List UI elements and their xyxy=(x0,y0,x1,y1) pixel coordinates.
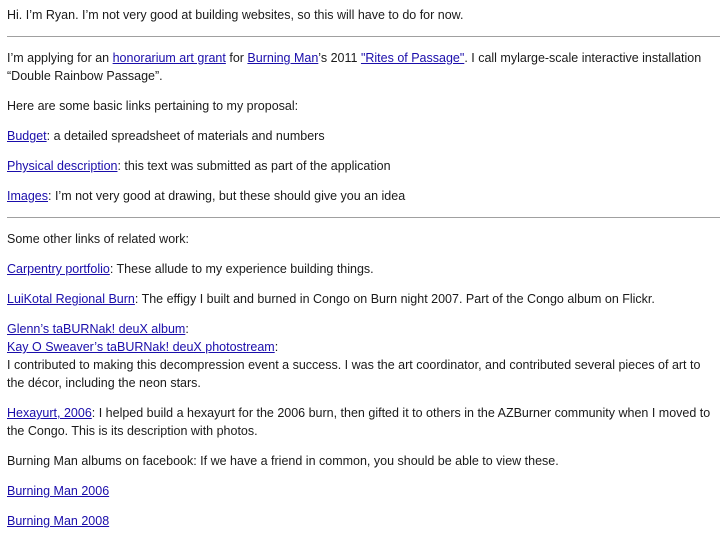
taburnak-description: I contributed to making this decompression event a success. I was the art coordinator, and contributed several pieces of art to the décor, including the neon stars. xyxy=(7,358,701,390)
intro-text: Hi. I’m Ryan. I’m not very good at building websites, so this will have to do for now. xyxy=(7,8,464,22)
luikotal-regional-burn-link[interactable]: LuiKotal Regional Burn xyxy=(7,292,135,306)
burning-man-2008-link[interactable]: Burning Man 2008 xyxy=(7,514,110,528)
physical-description-item xyxy=(7,157,720,175)
hexayurt-link[interactable]: Hexayurt, 2006 xyxy=(7,406,92,420)
glenns-album-link[interactable]: Glenn’s taBURNak! deuX album xyxy=(7,322,186,336)
bm2006-item xyxy=(7,482,720,500)
proposal-heading: Here are some basic links pertaining to my proposal: xyxy=(7,99,299,113)
images-item xyxy=(7,187,720,205)
taburnak-item xyxy=(7,320,720,392)
kay-photostream-link[interactable]: Kay O Sweaver’s taBURNak! deuX photostream xyxy=(7,340,275,354)
physical-description-link[interactable]: Physical description xyxy=(7,159,118,173)
divider xyxy=(7,217,720,218)
hexayurt-item xyxy=(7,404,720,440)
grant-text-4: . I call mylarge-scale interactive installation “Double Rainbow Passage”. xyxy=(7,51,702,83)
budget-link[interactable]: Budget xyxy=(7,129,47,143)
grant-text-2: for xyxy=(225,51,248,65)
bm2008-item xyxy=(7,512,720,530)
budget-item xyxy=(7,127,720,145)
images-description: : I’m not very good at drawing, but these should give you an idea xyxy=(48,189,406,203)
kay-photostream-colon: : xyxy=(274,340,279,354)
rites-of-passage-link[interactable]: "Rites of Passage" xyxy=(360,51,465,65)
carpentry-item xyxy=(7,260,720,278)
luikotal-description: : The effigy I built and burned in Congo on Burn night 2007. Part of the Congo album on Flickr. xyxy=(134,292,655,306)
honorarium-grant-link[interactable]: honorarium art grant xyxy=(112,51,226,65)
hexayurt-description: : I helped build a hexayurt for the 2006 burn, then gifted it to others in the AZBurner community when I moved to the Congo. This is its description with photos. xyxy=(7,406,711,438)
grant-paragraph xyxy=(7,49,720,85)
luikotal-item xyxy=(7,290,720,308)
facebook-albums-text: Burning Man albums on facebook: If we have a friend in common, you should be able to view these. xyxy=(7,454,559,468)
images-link[interactable]: Images xyxy=(7,189,48,203)
grant-text-3: ’s 2011 xyxy=(318,51,361,65)
divider xyxy=(7,36,720,37)
burning-man-link[interactable]: Burning Man xyxy=(247,51,319,65)
glenns-album-colon: : xyxy=(185,322,189,336)
related-heading: Some other links of related work: xyxy=(7,232,190,246)
budget-description: : a detailed spreadsheet of materials and numbers xyxy=(46,129,325,143)
physical-description-text: : this text was submitted as part of the application xyxy=(117,159,391,173)
carpentry-portfolio-link[interactable]: Carpentry portfolio xyxy=(7,262,110,276)
burning-man-2006-link[interactable]: Burning Man 2006 xyxy=(7,484,110,498)
grant-text-1: I’m applying for an xyxy=(7,51,113,65)
carpentry-description: : These allude to my experience building things. xyxy=(109,262,374,276)
